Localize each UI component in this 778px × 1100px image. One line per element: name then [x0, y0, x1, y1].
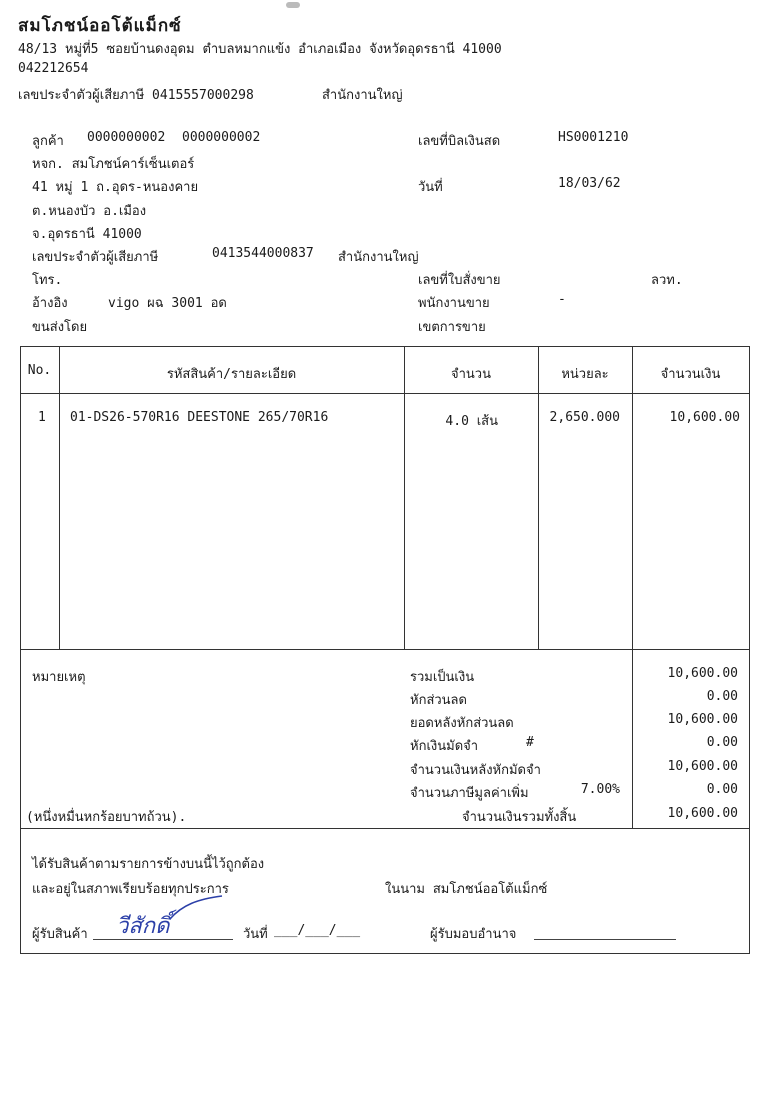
- reference-label: อ้างอิง: [32, 296, 68, 311]
- col-header-no: No.: [27, 363, 52, 378]
- company-name: สมโภชน์ออโต้แม็กซ์: [18, 16, 182, 36]
- summary-vat-rate: 7.00%: [580, 782, 620, 797]
- receive-date-label: วันที่: [243, 927, 268, 942]
- bill-date-label: วันที่: [418, 180, 443, 195]
- scan-mark: [286, 2, 300, 8]
- row-unit-price: 2,650.000: [549, 410, 620, 425]
- customer-address-3: จ.อุดรธานี 41000: [32, 227, 142, 242]
- row-amount: 10,600.00: [669, 410, 740, 425]
- summary-value-discount: 0.00: [706, 689, 738, 704]
- acknowledge-line-1: ได้รับสินค้าตามรายการข้างบนนี้ไว้ถูกต้อง: [32, 857, 265, 872]
- sales-zone-label: เขตการขาย: [418, 320, 486, 335]
- customer-label: ลูกค้า: [32, 134, 64, 149]
- customer-name: หจก. สมโภชน์คาร์เซ็นเตอร์: [32, 157, 195, 172]
- summary-value-vat: 0.00: [706, 782, 738, 797]
- customer-branch: สำนักงานใหญ่: [338, 250, 419, 265]
- summary-label-vat: จำนวนภาษีมูลค่าเพิ่ม: [410, 786, 529, 801]
- summary-value-deposit: 0.00: [706, 735, 738, 750]
- acknowledge-line-2: และอยู่ในสภาพเรียบร้อยทุกประการ: [32, 882, 229, 897]
- sales-order-label: เลขที่ใบสั่งขาย: [418, 273, 501, 288]
- customer-address-2: ต.หนองบัว อ.เมือง: [32, 204, 147, 219]
- bill-date: 18/03/62: [558, 176, 621, 191]
- receive-date-blank: ___/___/___: [274, 923, 361, 938]
- summary-deposit-hash: #: [526, 735, 534, 750]
- on-behalf-of: ในนาม สมโภชน์ออโต้แม็กซ์: [385, 882, 548, 897]
- summary-label-after-deposit: จำนวนเงินหลังหักมัดจำ: [410, 763, 541, 778]
- row-description: 01-DS26-570R16 DEESTONE 265/70R16: [70, 410, 329, 425]
- signature-flourish: [168, 893, 228, 923]
- col-header-amount: จำนวนเงิน: [660, 367, 721, 382]
- salesperson-label: พนักงานขาย: [418, 296, 490, 311]
- reference-value: vigo ผฉ 3001 อด: [108, 296, 227, 311]
- company-phone: 042212654: [18, 61, 89, 76]
- col-header-quantity: จำนวน: [451, 367, 491, 382]
- authorized-signature-line: [534, 939, 676, 940]
- summary-label-grand-total: จำนวนเงินรวมทั้งสิ้น: [462, 810, 577, 825]
- receiver-label: ผู้รับสินค้า: [32, 927, 88, 942]
- shipping-label: ขนส่งโดย: [32, 320, 88, 335]
- summary-label-deposit: หักเงินมัดจำ: [410, 739, 479, 754]
- col-header-description: รหัสสินค้า/รายละเอียด: [166, 367, 297, 382]
- amount-in-words: (หนึ่งหมื่นหกร้อยบาทถ้วน).: [26, 810, 187, 825]
- customer-code-1: 0000000002: [87, 130, 166, 145]
- row-quantity: 4.0 เส้น: [445, 414, 498, 429]
- bill-number-label: เลขที่บิลเงินสด: [418, 134, 501, 149]
- summary-value-grand-total: 10,600.00: [667, 806, 738, 821]
- company-address: 48/13 หมู่ที่5 ซอยบ้านดงอุดม ตำบลหมากแข้ง อำเภอเมือง จังหวัดอุดรธานี 41000: [18, 42, 502, 57]
- bill-number: HS0001210: [558, 130, 629, 145]
- customer-taxid-label: เลขประจำตัวผู้เสียภาษี: [32, 250, 159, 265]
- customer-taxid: 0413544000837: [212, 246, 314, 261]
- customer-address-1: 41 หมู่ 1 ถ.อุดร-หนองคาย: [32, 180, 199, 195]
- receiver-signature: วีสักดิ์: [116, 914, 170, 939]
- col-header-unit-price: หน่วยละ: [561, 367, 609, 382]
- customer-phone-label: โทร.: [32, 273, 63, 288]
- company-branch: สำนักงานใหญ่: [322, 88, 403, 103]
- summary-label-subtotal: รวมเป็นเงิน: [410, 670, 475, 685]
- summary-value-after-discount: 10,600.00: [667, 712, 738, 727]
- summary-value-after-deposit: 10,600.00: [667, 759, 738, 774]
- sales-order-suffix: ลวท.: [651, 273, 683, 288]
- salesperson-value: -: [558, 292, 566, 307]
- remark-label: หมายเหตุ: [32, 670, 86, 685]
- authorized-label: ผู้รับมอบอำนาจ: [430, 927, 517, 942]
- summary-label-after-discount: ยอดหลังหักส่วนลด: [410, 716, 514, 731]
- company-taxid: เลขประจำตัวผู้เสียภาษี 0415557000298: [18, 88, 254, 103]
- row-no: 1: [38, 410, 46, 425]
- customer-code-2: 0000000002: [182, 130, 261, 145]
- summary-label-discount: หักส่วนลด: [410, 693, 467, 708]
- summary-value-subtotal: 10,600.00: [667, 666, 738, 681]
